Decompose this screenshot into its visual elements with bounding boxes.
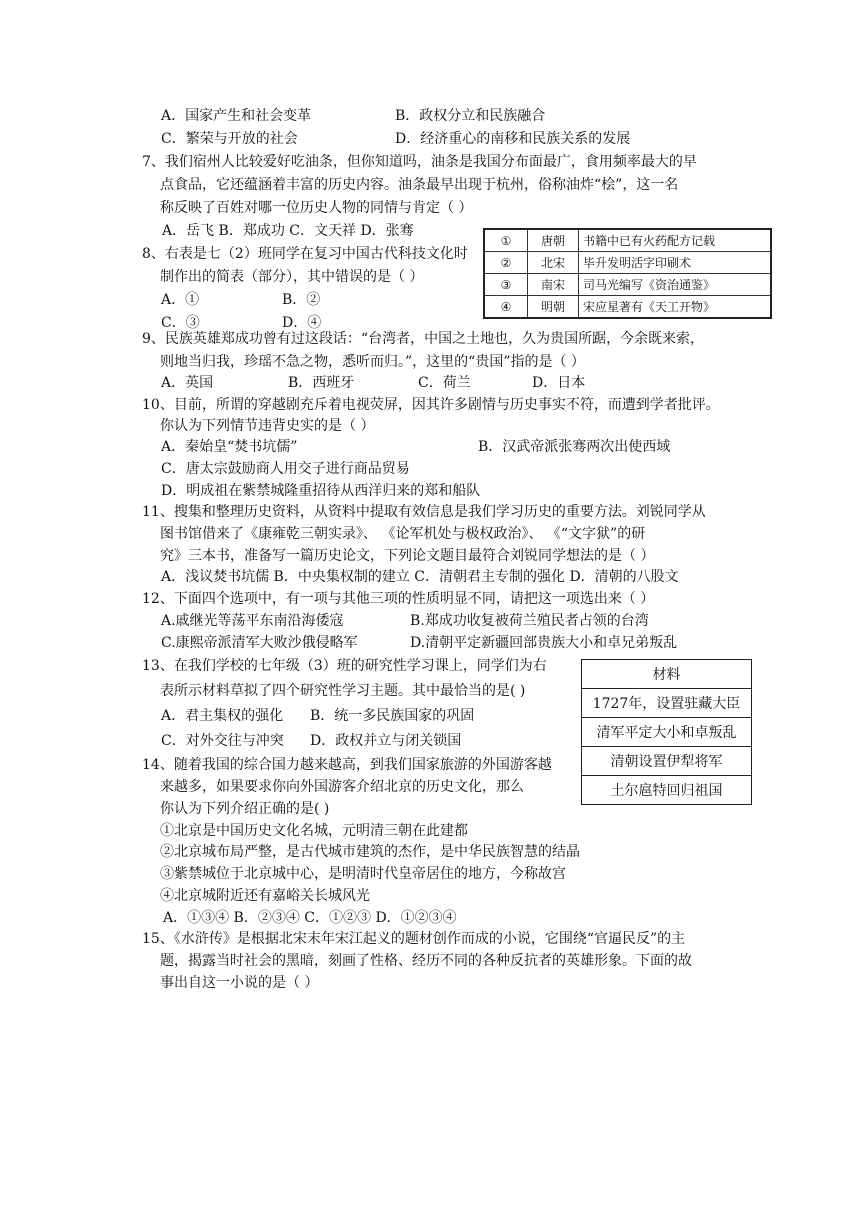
q8-cell-dynasty: 唐朝: [528, 229, 579, 252]
q8-option-a: A．①: [161, 292, 200, 308]
q15-stem-line1: 15、《水浒传》是根据北宋末年宋江起义的题材创作而成的小说，它围绕“官逼民反”的主: [142, 931, 686, 947]
q8-cell-num: ①: [484, 229, 528, 252]
q6-option-c: C．繁荣与开放的社会: [161, 131, 298, 147]
q9-stem-line1: 9、民族英雄郑成功曾有过这段话：“台湾者，中国之土地也，久为贵国所踞，今余既来索，: [142, 331, 705, 347]
q13-stem-line2: 表所示材料草拟了四个研究性学习主题。其中最恰当的是( ): [160, 683, 526, 699]
q9-option-c: C．荷兰: [418, 375, 471, 391]
q8-cell-num: ④: [484, 296, 528, 319]
q14-item-3: ③紫禁城位于北京城中心，是明清时代皇帝居住的地方，今称故宫: [160, 866, 566, 882]
q11-stem-line1: 11、搜集和整理历史资料，从资料中提取有效信息是我们学习历史的重要方法。刘锐同学从: [142, 504, 706, 520]
q6-option-d: D．经济重心的南移和民族关系的发展: [395, 131, 631, 147]
q13-table-cell: 清军平定大小和卓叛乱: [582, 718, 752, 747]
q7-stem-line2: 点食品，它还蕴涵着丰富的历史内容。油条最早出现于杭州，俗称油炸“桧”，这一名: [160, 177, 679, 193]
q15-stem-line3: 事出自这一小说的是（ ）: [160, 975, 319, 991]
q7-options: A．岳飞 B．郑成功 C．文天祥 D．张骞: [162, 223, 414, 239]
q8-cell-num: ③: [484, 274, 528, 296]
q8-table: [483, 228, 772, 319]
q10-option-a: A．秦始皇“焚书坑儒”: [161, 439, 298, 455]
q14-item-2: ②北京城布局严整，是古代城市建筑的杰作，是中华民族智慧的结晶: [160, 844, 580, 860]
q14-options: A．①③④ B．②③④ C．①②③ D．①②③④: [163, 910, 457, 926]
q14-item-1: ①北京是中国历史文化名城，元明清三朝在此建都: [160, 823, 468, 839]
q8-option-c: C．③: [161, 315, 200, 331]
q11-stem-line2: 图书馆借来了《康雍乾三朝实录》、 《论军机处与极权政治》、 《“文字狱”的研: [160, 526, 646, 542]
q13-option-a: A．君主集权的强化: [161, 708, 284, 724]
q13-table-cell: 1727年，设置驻藏大臣: [582, 689, 752, 718]
q13-material-table: [581, 659, 752, 805]
q8-table-row: [484, 252, 771, 274]
q11-stem-line3: 究》三本书，准备写一篇历史论文，下列论文题目最符合刘锐同学想法的是（ ）: [160, 548, 655, 564]
q7-stem-line3: 称反映了百姓对哪一位历史人物的同情与肯定（ ）: [160, 200, 473, 216]
q12-option-b: B.郑成功收复被荷兰殖民者占领的台湾: [410, 613, 649, 629]
q14-stem-line3: 你认为下列介绍正确的是( ): [160, 801, 330, 817]
q8-table-row: [484, 296, 771, 319]
q10-option-b: B．汉武帝派张骞两次出使西域: [478, 439, 671, 455]
q13-table-cell: 土尔扈特回归祖国: [582, 776, 752, 805]
q9-stem-line2: 则地当归我，珍瑶不急之物，悉听而归。”，这里的“贵国”指的是（ ）: [160, 354, 585, 370]
q12-option-d: D.清朝平定新疆回部贵族大小和卓兄弟叛乱: [410, 635, 678, 651]
q8-cell-event: 书籍中已有火药配方记载: [579, 229, 772, 252]
q10-option-c: C．唐太宗鼓励商人用交子进行商品贸易: [161, 461, 410, 477]
q14-item-4: ④北京城附近还有嘉峪关长城风光: [160, 888, 370, 904]
q6-option-b: B．政权分立和民族融合: [395, 108, 546, 124]
q8-cell-event: 司马光编写《资治通鉴》: [579, 274, 772, 296]
q6-option-a: A．国家产生和社会变革: [161, 108, 312, 124]
q13-table-cell: 清朝设置伊犁将军: [582, 747, 752, 776]
q9-option-b: B．西班牙: [288, 375, 355, 391]
q13-table-header: 材料: [582, 660, 752, 689]
q10-stem-line2: 你认为下列情节违背史实的是（ ）: [160, 418, 375, 434]
q9-option-a: A．英国: [161, 375, 214, 391]
q11-options: A．浅议焚书坑儒 B．中央集权制的建立 C．清朝君主专制的强化 D．清朝的八股文: [161, 569, 679, 585]
q8-cell-dynasty: 明朝: [528, 296, 579, 319]
q12-stem-line1: 12、下面四个选项中，有一项与其他三项的性质明显不同，请把这一项选出来（ ）: [142, 591, 655, 607]
q7-stem-line1: 7、我们宿州人比较爱好吃油条，但你知道吗，油条是我国分布面最广，食用频率最大的早: [142, 154, 697, 170]
q13-stem-line1: 13、在我们学校的七年级（3）班的研究性学习课上，同学们为右: [142, 658, 547, 674]
q8-stem-line1: 8、右表是七（2）班同学在复习中国古代科技文化时: [142, 246, 468, 262]
q8-table-row: [484, 229, 771, 252]
q8-option-b: B．②: [282, 292, 321, 308]
q8-option-d: D．④: [282, 315, 322, 331]
q13-option-d: D．政权并立与闭关锁国: [310, 733, 462, 749]
q14-stem-line2: 来越多，如果要求你向外国游客介绍北京的历史文化，那么: [160, 779, 524, 795]
q14-stem-line1: 14、随着我国的综合国力越来越高，到我们国家旅游的外国游客越: [142, 757, 552, 773]
q8-stem-line2: 制作出的简表（部分），其中错误的是（ ）: [160, 269, 424, 285]
q8-cell-event: 宋应星著有《天工开物》: [579, 296, 772, 319]
q12-option-c: C.康熙帝派清军大败沙俄侵略军: [161, 635, 358, 651]
q9-option-d: D．日本: [532, 375, 586, 391]
q8-cell-dynasty: 南宋: [528, 274, 579, 296]
q8-cell-event: 毕升发明活字印刷术: [579, 252, 772, 274]
q10-option-d: D．明成祖在紫禁城隆重招待从西洋归来的郑和船队: [161, 483, 481, 499]
q15-stem-line2: 题，揭露当时社会的黑暗，刻画了性格、经历不同的各种反抗者的英雄形象。下面的故: [160, 953, 692, 969]
q13-option-b: B．统一多民族国家的巩固: [310, 708, 475, 724]
q8-cell-num: ②: [484, 252, 528, 274]
q8-table-row: [484, 274, 771, 296]
q13-option-c: C．对外交往与冲突: [161, 733, 284, 749]
q12-option-a: A.戚继光等荡平东南沿海倭寇: [161, 613, 344, 629]
q10-stem-line1: 10、目前，所谓的穿越剧充斥着电视荧屏，因其许多剧情与历史事实不符，而遭到学者批评。: [142, 397, 720, 413]
q8-cell-dynasty: 北宋: [528, 252, 579, 274]
